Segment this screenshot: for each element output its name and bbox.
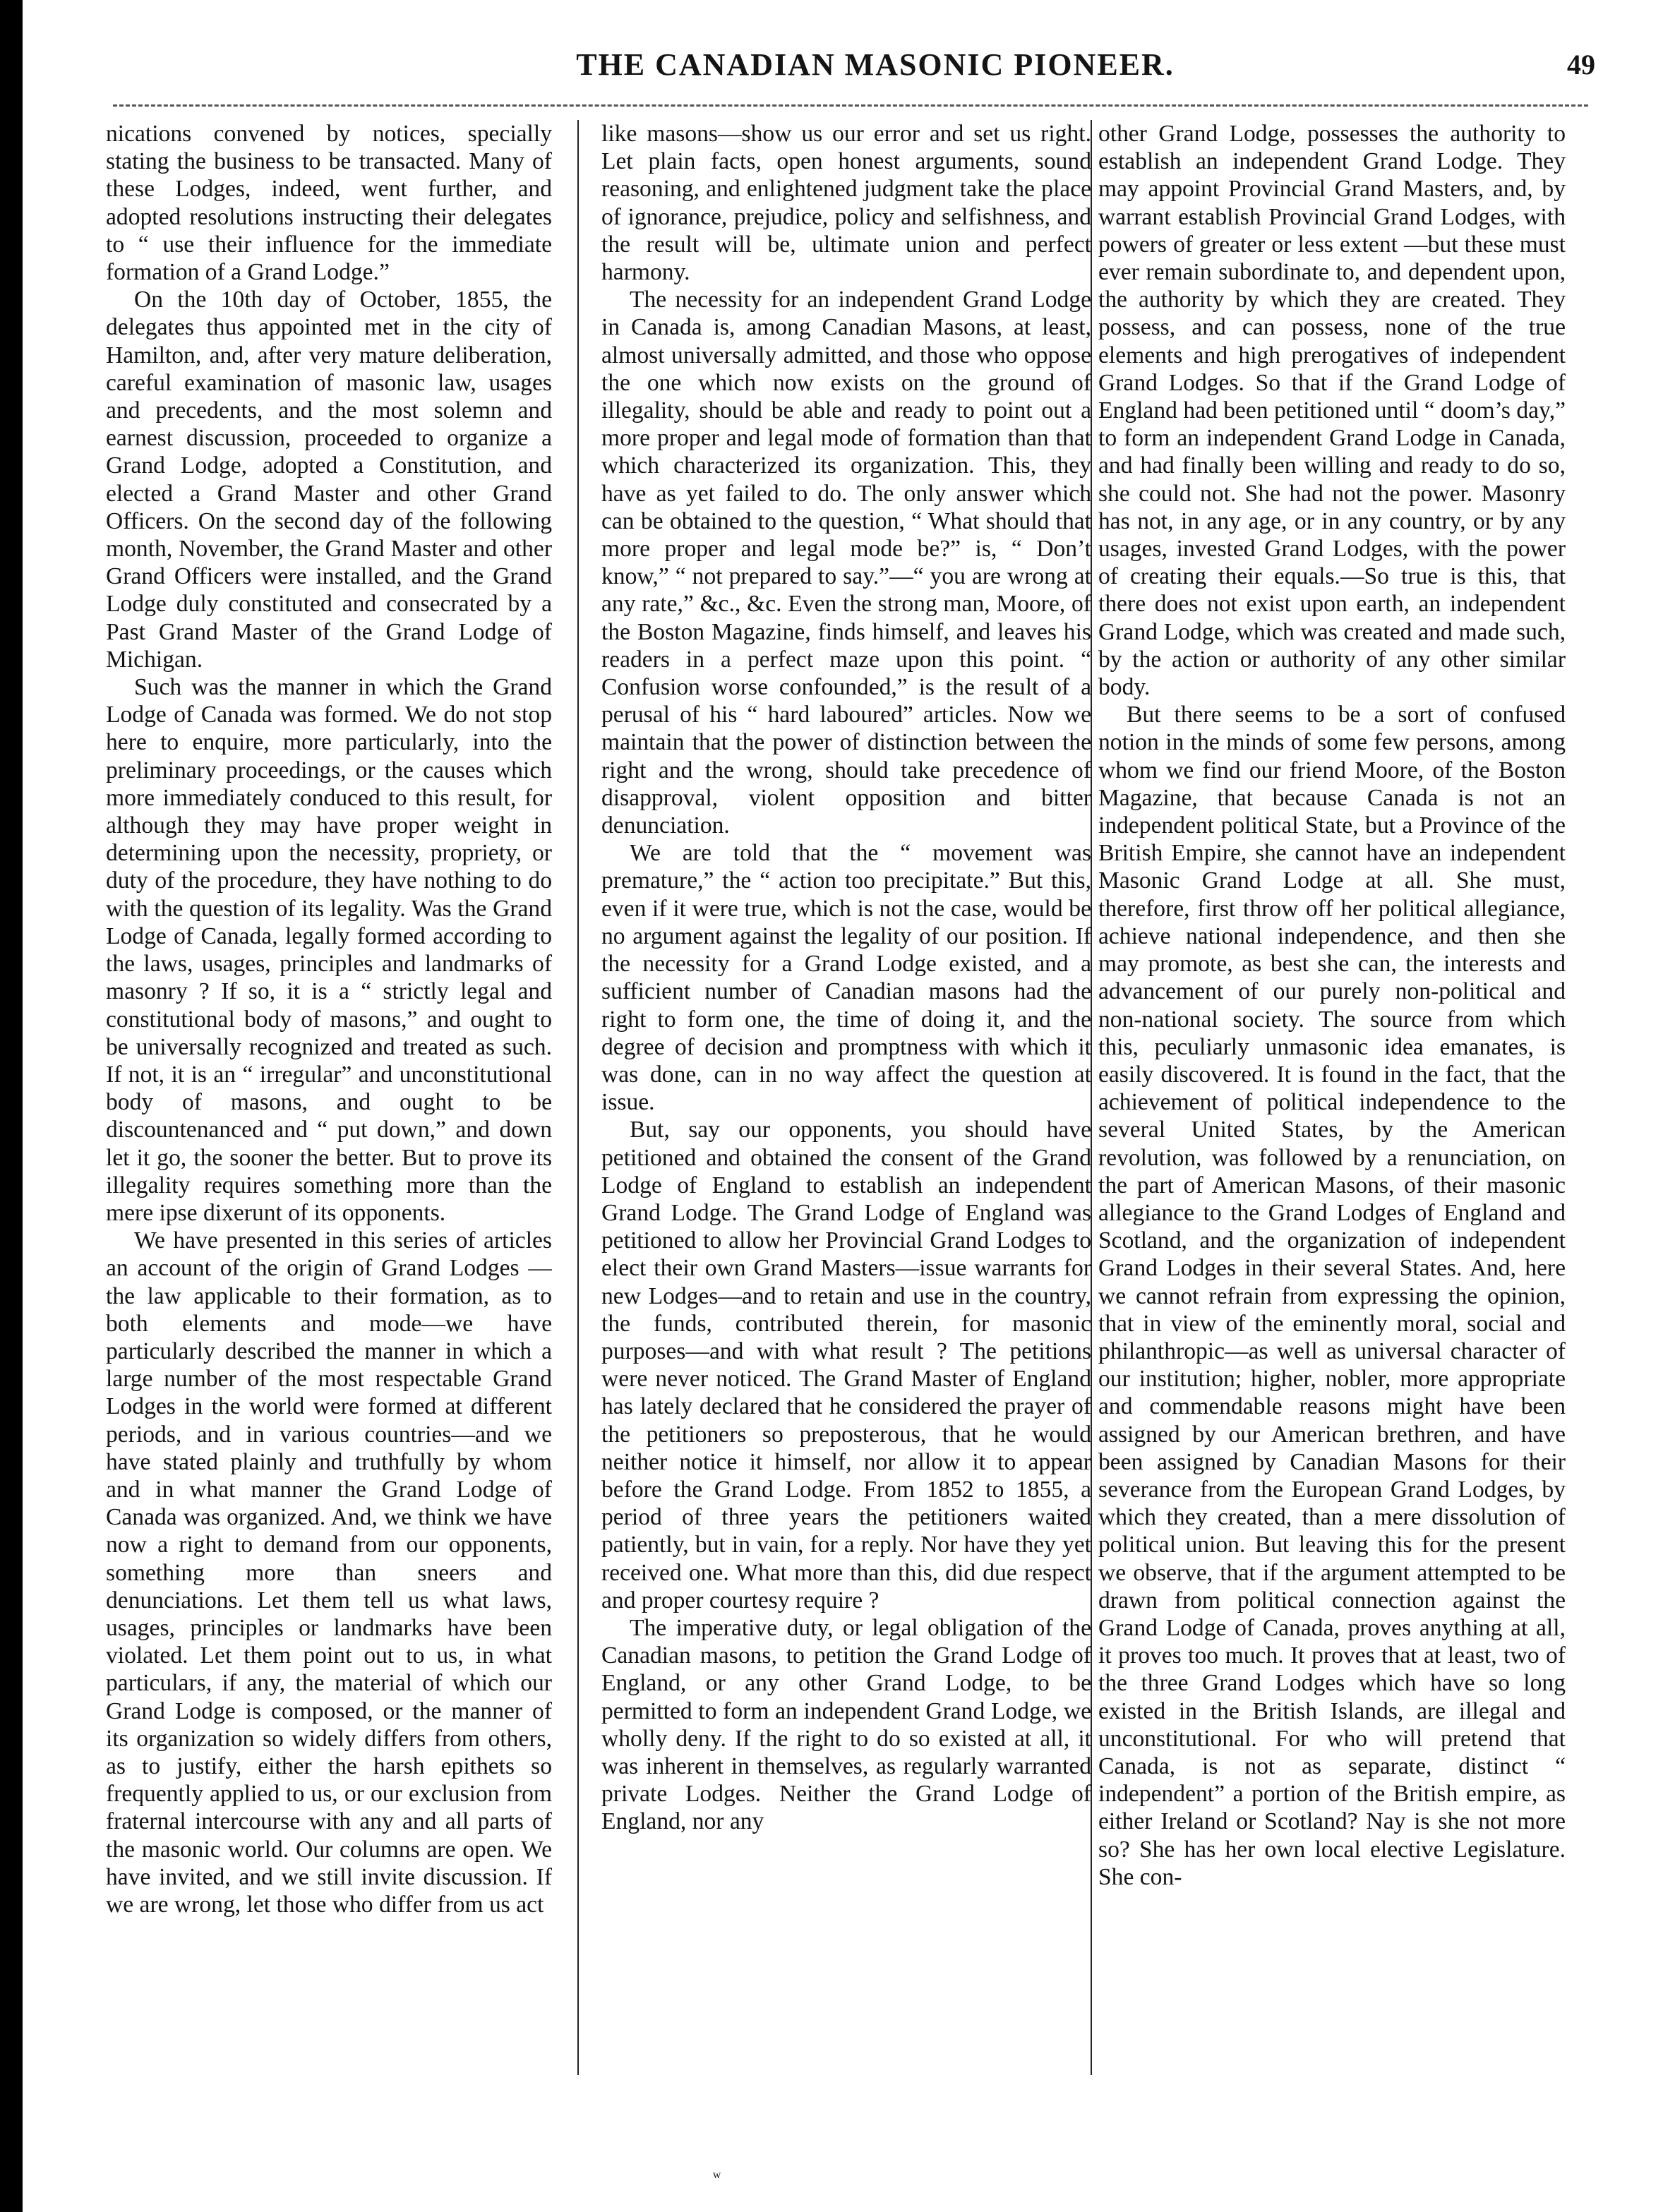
paragraph: other Grand Lodge, possesses the authority to establish an independent Grand Lodge. They may appoint Provincial Grand Masters, and, by warrant establish Provincial Grand Lodges, with powers of greater or less extent —but these must ever remain subordinate to, and dependent upon, the authority by which they are created. They possess, and can possess, none of the true elements and high prerogatives of independent Grand Lodges. So that if the Grand Lodge of England had been petitioned until “ doom’s day,” to form an independent Grand Lodge in Canada, and had finally been willing and ready to do so, she could not. She had not the power. Masonry has not, in any age, or in any country, or by any usages, invested Grand Lodges, with the power of creating their equals.—So true is this, that there does not exist upon earth, an independent Grand Lodge, which was created and made such, by the action or authority of any other similar body. bbox=[1098, 121, 1566, 701]
text-column-3 bbox=[1098, 120, 1566, 2089]
page-number: 49 bbox=[1567, 49, 1595, 80]
journal-title: THE CANADIAN MASONIC PIONEER. bbox=[576, 47, 1175, 82]
text-column-1 bbox=[106, 120, 552, 2089]
paragraph: nications convened by notices, specially stating the business to be transacted. Many of these Lodges, indeed, went further, and adopted resolutions instructing their delegates to “ use their influence for the immediate formation of a Grand Lodge.” bbox=[106, 121, 552, 286]
paragraph: like masons—show us our error and set us right. Let plain facts, open honest arguments, sound reasoning, and enlightened judgment take the place of ignorance, prejudice, policy and selfishness, and the result will be, ultimate union and perfect harmony. bbox=[601, 121, 1091, 286]
running-head bbox=[106, 47, 1595, 96]
paragraph: We are told that the “ movement was premature,” the “ action too precipitate.” But this, even if it were true, which is not the case, would be no argument against the legality of our position. If the necessity for a Grand Lodge existed, and a sufficient number of Canadian masons had the right to form one, the time of doing it, and the degree of decision and promptness with which it was done, can in no way affect the question at issue. bbox=[601, 840, 1091, 1116]
paragraph: Such was the manner in which the Grand Lodge of Canada was formed. We do not stop here to enquire, more particularly, into the preliminary proceedings, or the causes which more immediately conduced to this result, for although they may have proper weight in determining upon the necessity, propriety, or duty of the procedure, they have nothing to do with the question of its legality. Was the Grand Lodge of Canada, legally formed according to the laws, usages, principles and landmarks of masonry ? If so, it is a “ strictly legal and constitutional body of masons,” and ought to be universally recognized and treated as such. If not, it is an “ irregular” and unconstitutional body of masons, and ought to be discountenanced and “ put down,” and down let it go, the sooner the better. But to prove its illegality requires something more than the mere ipse dixerunt of its opponents. bbox=[106, 674, 552, 1226]
paragraph: On the 10th day of October, 1855, the delegates thus appointed met in the city of Hamilton, and, after very mature deliberation, careful examination of masonic law, usages and precedents, and the most solemn and earnest discussion, proceeded to organize a Grand Lodge, adopted a Constitution, and elected a Grand Master and other Grand Officers. On the second day of the following month, November, the Grand Master and other Grand Officers were installed, and the Grand Lodge duly constituted and consecrated by a Past Grand Master of the Grand Lodge of Michigan. bbox=[106, 287, 552, 673]
page-edge-shadow bbox=[0, 0, 23, 2212]
column-rule bbox=[577, 120, 579, 2075]
paragraph: We have presented in this series of articles an account of the origin of Grand Lodges —the law applicable to their formation, as to both elements and mode—we have particularly described the manner in which a large number of the most respectable Grand Lodges in the world were formed at different periods, and in various countries—and we have stated plainly and truthfully by whom and in what manner the Grand Lodge of Canada was organized. And, we think we have now a right to demand from our opponents, something more than sneers and denunciations. Let them tell us what laws, usages, principles or landmarks have been violated. Let them point out to us, in what particulars, if any, the material of which our Grand Lodge is composed, or the manner of its organization so widely differs from others, as to justify, either the harsh epithets so frequently applied to us, or our exclusion from fraternal intercourse with any and all parts of the masonic world. Our columns are open. We have invited, and we still invite discussion. If we are wrong, let those who differ from us act bbox=[106, 1227, 552, 1918]
paragraph: But there seems to be a sort of confused notion in the minds of some few persons, among whom we find our friend Moore, of the Boston Magazine, that because Canada is not an independent political State, but a Province of the British Empire, she cannot have an independent Masonic Grand Lodge at all. She must, therefore, first throw off her political allegiance, achieve national independence, and then she may promote, as best she can, the interests and advancement of our purely non-political and non-national society. The source from which this, peculiarly unmasonic idea emanates, is easily discovered. It is found in the fact, that the achievement of political independence to the several United States, by the American revolution, was followed by a renunciation, on the part of American Masons, of their masonic allegiance to the Grand Lodges of England and Scotland, and the organization of independent Grand Lodges in their several States. And, here we cannot refrain from expressing the opinion, that in view of the eminently moral, social and philanthropic—as well as universal character of our institution; higher, nobler, more appropriate and commendable reasons might have been assigned by our American brethren, and have been assigned by Canadian Masons for their severance from the European Grand Lodges, by which they created, than a mere dissolution of political union. But leaving this for the present we observe, that if the argument attempted to be drawn from political connection against the Grand Lodge of Canada, proves anything at all, it proves too much. It proves that at least, two of the three Grand Lodges which have so long existed in the British Islands, are illegal and unconstitutional. For who will pretend that Canada, is not as separate, distinct “ independent” a portion of the British empire, as either Ireland or Scotland? Nay is she not more so? She has her own local elective Legislature. She con- bbox=[1098, 702, 1566, 1890]
paragraph: The imperative duty, or legal obligation of the Canadian masons, to petition the Grand Lodge of England, or any other Grand Lodge, to be permitted to form an independent Grand Lodge, we wholly deny. If the right to do so existed at all, it was inherent in themselves, as regularly warranted private Lodges. Neither the Grand Lodge of England, nor any bbox=[601, 1614, 1091, 1835]
paragraph: The necessity for an independent Grand Lodge in Canada is, among Canadian Masons, at least, almost universally admitted, and those who oppose the one which now exists on the ground of illegality, should be able and ready to point out a more proper and legal mode of formation than that which characterized its organization. This, they have as yet failed to do. The only answer which can be obtained to the question, “ What should that more proper and legal mode be?” is, “ Don’t know,” “ not prepared to say.”—“ you are wrong at any rate,” &c., &c. Even the strong man, Moore, of the Boston Magazine, finds himself, and leaves his readers in a perfect maze upon this point. “ Confusion worse confounded,” is the result of a perusal of his “ hard laboured” articles. Now we maintain that the power of distinction between the right and the wrong, should take precedence of disapproval, violent opposition and bitter denunciation. bbox=[601, 287, 1091, 839]
text-column-2 bbox=[601, 120, 1091, 2089]
paragraph: But, say our opponents, you should have petitioned and obtained the consent of the Grand Lodge of England to establish an independent Grand Lodge. The Grand Lodge of England was petitioned to allow her Provincial Grand Lodges to elect their own Grand Masters—issue warrants for new Lodges—and to retain and use in the country, the funds, contributed therein, for masonic purposes—and with what result ? The petitions were never noticed. The Grand Master of England has lately declared that he considered the prayer of the petitioners so preposterous, that he would neither notice it himself, nor allow it to appear before the Grand Lodge. From 1852 to 1855, a period of three years the petitioners waited patiently, but in vain, for a reply. Nor have they yet received one. What more than this, did due respect and proper courtesy require ? bbox=[601, 1117, 1091, 1613]
footer-mark: ʷ bbox=[713, 2167, 721, 2187]
column-rule bbox=[1091, 120, 1092, 2075]
header-rule bbox=[113, 104, 1588, 107]
